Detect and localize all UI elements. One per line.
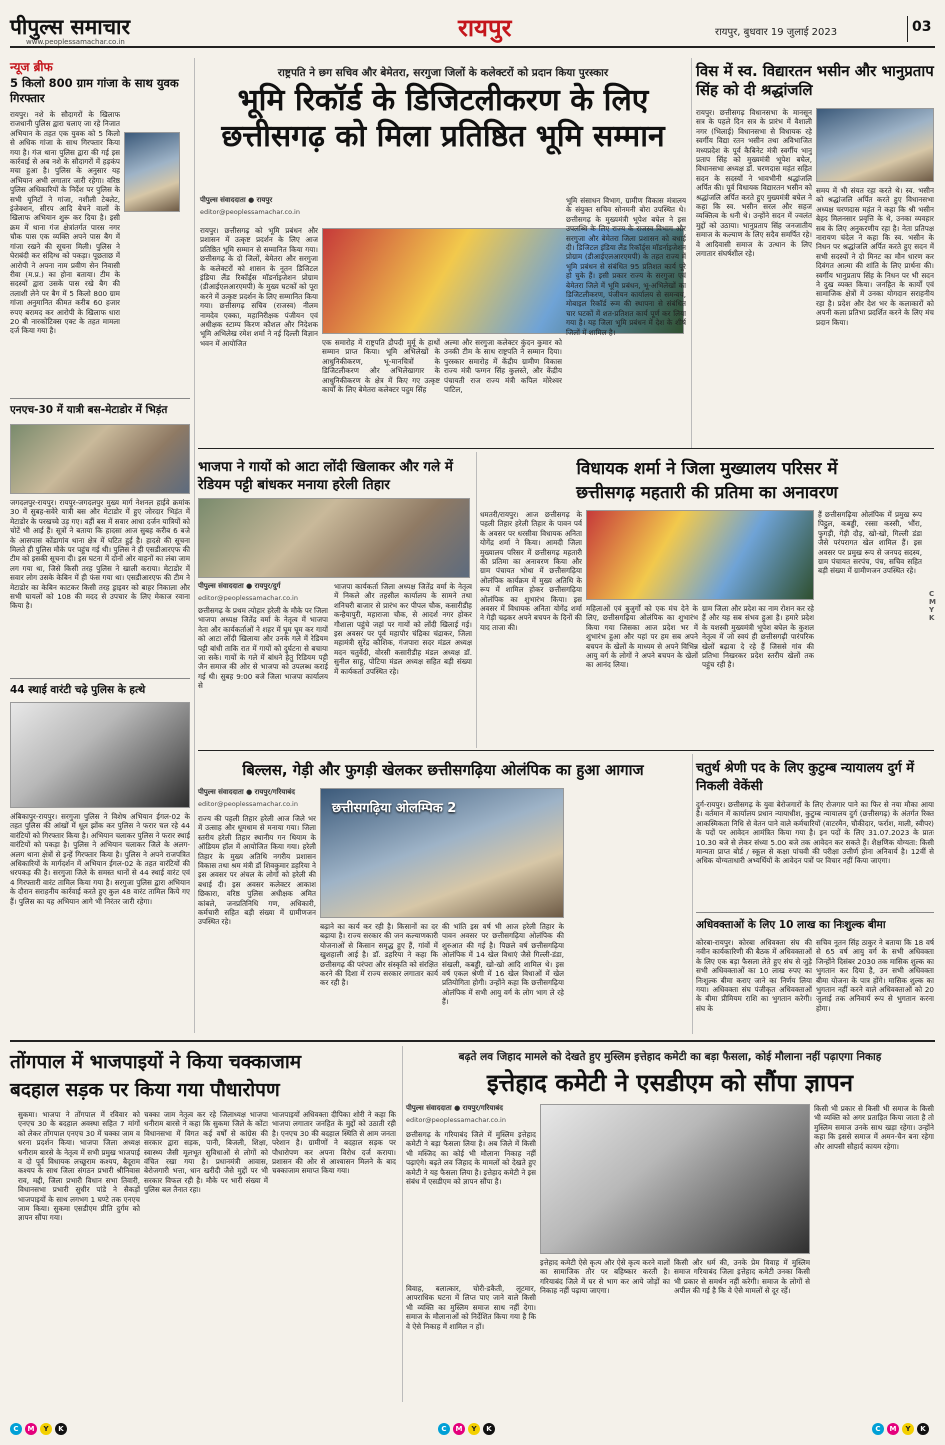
cmyk-m: M [25, 1423, 37, 1435]
cow-body-2: भाजपा कार्यकर्ता जिला अध्यक्ष जितेंद्र वर्मा के नेतृत्व में निकले और तहसील कार्यालय के सामने तथा शनिचरी बाजार से प्रारंभ कर पीपल चौक, कसारीडीह कन्हैयापुरी, महाराजा चौक, से आदर्श नगर होकर गौशाला पहुंचे जहां पर गायों को लोंदी खिलाई गई। इस अवसर पर पूर्व महापौर चंद्रिका चंद्राकर, जिला महामंत्री सुरेंद्र कौशिक, गंजपारा सदर मंडल अध्यक्ष मदन चतुर्वेदी, वोरसी कसारीडीह मंडल अध्यक्ष डॉ. सुनील साहू, पोटिया मंडल अध्यक्ष सहित बड़ी संख्या में कार्यकर्ता उपस्थित रहे। [334, 582, 472, 676]
ittehad-kicker[interactable]: बढ़ते लव जिहाद मामले को देखते हुए मुस्लिम इत्तेहाद कमेटी का बड़ा फैसला, कोई मौलाना नहीं पढ़ाएगा निकाह [458, 1051, 882, 1063]
tongpal-body-2: चक्का जाम नेतृत्व कर रहे जिलाध्यक्ष भाजपा धनीराम बारसे ने कहा कि सुकमा जिले के कोंटा विधानसभा में विगत कई वर्षों से कांग्रेस की सरकार द्वारा सड़क, पानी, बिजली, शिक्षा, स्वास्थ्य जैसी मूलभूत सुविधाओं से लोगों को वंचित रखा गया है। प्रधानमंत्री आवास, बेरोजगारी भत्ता, धान खरीदी जैसे मुद्दों पर भी सरकार विफल रही है। मौके पर भारी संख्या में पुलिस बल तैनात रहा। [144, 1110, 268, 1195]
ittehad-email[interactable]: editor@peoplessamachar.co.in [406, 1116, 506, 1124]
tongpal-body-3: भाजपाइयों अधिवक्ता दीपिका शोरी ने कहा कि भाजपा लगातार जनहित के मुद्दों को उठाती रही है। एनएच 30 की बदहाल स्थिति से आम जनता परेशान है। ग्रामीणों ने बदहाल सड़क पर पौधारोपण कर अपना विरोध दर्ज कराया। प्रशासन की ओर से आश्वासन मिलने के बाद चक्काजाम समाप्त किया गया। [272, 1110, 396, 1176]
cmyk-c: C [10, 1423, 22, 1435]
brief-body-wide [10, 262, 182, 392]
olympic-byline: पीपुल्स संवाददाता ● रायपुर/गरियाबंद [198, 788, 295, 796]
accident-headline[interactable]: एनएच-30 में यात्री बस-मेटाडोर में भिड़ंत [10, 404, 168, 416]
warrant-headline[interactable]: 44 स्थाई वारंटी चढ़े पुलिस के हत्थे [10, 684, 146, 696]
lead-photo-caption: एक समारोह में राष्ट्रपति द्रौपदी मुर्मू के हाथों सम्मान प्राप्त किया। भूमि अभिलेखों के आधुनिकीकरण, भू-मानचित्रों के डिजिटलीकरण और अभिलेखागार के आधुनिकीकरण के क्षेत्र में किए गए उत्कृष्ट कार्यों के लिए बेमेतरा कलेक्टर पदुम सिंह [322, 338, 440, 395]
tongpal-body-1: सुकमा। भाजपा ने तोंगपाल में रविवार को एनएच 30 के बदहाल अवस्था सहित 7 मांगों को लेकर तोंगपाल एनएच 30 में चक्का जाम व धरना प्रदर्शन किया। भाजपा जिला अध्यक्ष धनीराम बारसे के नेतृत्व में सभी प्रमुख भाजपाई व दो पूर्व विधायक लच्छूराम कश्यप, बैदूराम कश्यप के साथ जिला संगठन प्रभारी श्रीनिवास राव, मद्दी, जिला प्रभारी विधान सभा तिवारी, विधानसभा प्रभारी सुधीर पांडे ने सैकड़ों भाजपाइयों के साथ लगभग 1 घण्टे तक एनएच जाम किया। सुकमा एसडीएम प्रीति दुर्गम को ज्ञापन सौंपा गया। [18, 1110, 140, 1223]
cow-headline[interactable]: भाजपा ने गायों को आटा लोंदी खिलाकर और गले में रेडियम पट्टी बांधकर मनाया हरेली तिहार [198, 459, 453, 493]
ittehad-photo [540, 1104, 810, 1254]
lead-byline: पीपुल्स संवाददाता ● रायपुर [200, 196, 273, 204]
brief-photo-accused [124, 132, 180, 212]
website-url[interactable]: www.peoplessamachar.co.in [26, 38, 125, 46]
olympic-body-1: राज्य की पहली तिहार हरेली आज जिले भर में उत्साह और धूमधाम से मनाया गया। जिला स्तरीय हरेली तिहार स्थानीय गन थियाम के ऑडियम हॉल में आयोजित किया गया। हरेली तिहार के मुख्य अतिथि नगरीय प्रशासन विकास तथा श्रम मंत्री डॉ शिवकुमार डहरिया ने इस अवसर पर अंचल के लोगों को हरेली की बधाई दी। इस अवसर कलेक्टर आकाश छिकारा, वरिष्ठ पुलिस अधीक्षक अमित कांबले, जनप्रतिनिधि गण, अधिकारी, कर्मचारी सहित बड़ी संख्या में ग्रामीणजन उपस्थित रहे। [198, 814, 316, 927]
ittehad-photo-caption: इत्तेहाद कमेटी ऐसे कृत्य और ऐसे कृत्य करने वालों का सामाजिक तौर पर बहिष्कार करती है। गरियाबंद जिले में घर से भाग कर आये जोड़ों का निकाह नहीं पढ़ाया जाएगा। [540, 1258, 670, 1296]
ittehad-body-3: विवाह, बलात्कार, चोरी-डकैती, लूटमार, आपराधिक घटना में लिप्त पाए जाने वाले किसी भी व्यक्ति का मुस्लिम समाज साथ नहीं देगा। समाज के मौलानाओं को निर्देशित किया गया है कि वे ऐसे निकाह में शामिल न हों। [406, 1284, 536, 1331]
left-divider-1 [10, 398, 190, 399]
cmyk-c: C [438, 1423, 450, 1435]
section-city: रायपुर [458, 14, 512, 42]
jobs-body: दुर्ग-रायपुर। छत्तीसगढ़ के युवा बेरोजगारों के लिए रोजगार पाने का फिर से नया मौका आया है। वर्तमान में कार्यालय प्रधान न्यायाधीश, कुटुम्ब न्यायालय दुर्ग (छत्तीसगढ़) के अंतर्गत रिक्त आकस्मिकता निधि से वेतन पाने वाले कर्मचारियों (वाटरमैन, चौकीदार, फर्राश, माली, स्वीपर) के पदों पर आवेदन आमंत्रित किया गया है। इन पदों के लिए 31.07.2023 के प्रातः 10.30 बजे से लेकर संध्या 5.00 बजे तक आवेदन कर सकते हैं। शैक्षणिक योग्यता: किसी मान्यता प्राप्त बोर्ड / स्कूल से कक्षा पांचवी की परीक्षा उत्तीर्ण होना अनिवार्य है। 12वीं से अधिक योग्यताधारी अभ्यर्थियों के आवेदन पत्रों पर विचार नहीं किया जाएगा। [696, 800, 934, 866]
insurance-body-1: कोरबा-रायपुर। कोरबा अधिवक्ता संघ की नवीन कार्यकारिणी की बैठक में अधिवक्ताओं के लिए एक बड़ा फैसला लेते हुए संघ से जुड़े सभी अधिवक्ताओं का 10 लाख रुपए का निःशुल्क बीमा कराए जाने का निर्णय लिया गया। अधिवक्ता संघ पंजीकृत अधिवक्ताओं के बीमा प्रीमियम राशि का भुगतान करेगी। संघ के [696, 938, 812, 1013]
cmyk-strip-right [872, 1416, 932, 1435]
ittehad-body-1: छत्तीसगढ़ के गरियाबंद जिले में मुस्लिम इत्तेहाद कमेटी ने बड़ा फैसला लिया है। अब जिले में किसी भी मस्जिद का कोई भी मौलाना निकाह नहीं पढ़ाएंगे। बढ़ते लव जिहाद के मामलों को देखते हुए कमेटी ने यह फैसला लिया है। इत्तेहाद कमेटी ने इस संबंध में एसडीएम को ज्ञापन सौंपा है। [406, 1130, 536, 1187]
lead-body-2: अल्मा और सरगुजा कलेक्टर कुंदन कुमार को उनकी टीम के साथ राष्ट्रपति ने सम्मान दिया। पुरस्कार समारोह में केंद्रीय ग्रामीण विकास राज्य मंत्री फग्गन सिंह कुलस्ते, और केंद्रीय पंचायती राज राज्य मंत्री कपिल मोरेश्वर पाटिल, [444, 338, 562, 395]
section-rule-1 [198, 448, 934, 449]
section-rule-2 [198, 750, 934, 751]
column-rule-left [194, 58, 195, 1033]
cmyk-k: K [483, 1423, 495, 1435]
lead-body-3: भूमि संसाधन विभाग, ग्रामीण विकास मंत्रालय के संयुक्त सचिव सोनमनी बोरा उपस्थित थे। छत्तीसगढ़ के मुख्यमंत्री भूपेश बघेल ने इस उपलब्धि के लिए राज्य के राजस्व विभाग और सरगुजा और बेमेतरा जिला प्रशासन को बधाई दी। डिजिटल इंडिया लैंड रिकॉर्ड्स मॉडर्नाइजेशन प्रोग्राम (डीआईएलआरएमपी) के तहत राज्य में भूमि प्रबंधन से संबंधित 95 प्रतिशत कार्य पूरे हो चुके हैं। इसी प्रकार राज्य के सरगुजा एवं बेमेतरा जिले में भूमि प्रबंधन, भू-अभिलेखों का डिजिटलीकरण, पंजीयन कार्यालय से समन्वय, मोबाइल रिकॉर्ड रूम की स्थापना से संबंधित चार घटकों में शत-प्रतिशत कार्य पूर्ण कर लिया गया है। यह जिला भूमि प्रबंधन में देश के शीर्ष जिलों में शामिल है। [566, 196, 686, 337]
tongpal-headline-2[interactable]: बदहाल सड़क पर किया गया पौधारोपण [10, 1079, 280, 1101]
statue-headline-2[interactable]: छत्तीसगढ़ महतारी की प्रतिमा का अनावरण [576, 483, 838, 503]
cmyk-strip-left [10, 1416, 70, 1435]
column-rule-mid [476, 452, 477, 748]
statue-photo-caption: महिलाओं एवं बुजुर्गों को एक मंच देने के लिए, छत्तीसगढ़िया ओलंपिक का शुभारंभ किया गया जिसका आज प्रदेश भर में शुभारंभ हुआ और यहां पर हम सब अपने बचपन के खेलों के माध्यम से अपने विभिन्न आयु वर्ग के लोगों ने अपने बचपन के खेलों का आनंद लिया। [586, 604, 698, 670]
jobs-headline[interactable]: चतुर्थ श्रेणी पद के लिए कुटुम्ब न्यायालय दुर्ग में निकली वेकेंसी [696, 761, 914, 794]
ittehad-headline[interactable]: इत्तेहाद कमेटी ने एसडीएम को सौंपा ज्ञापन [486, 1069, 854, 1097]
olympic-body-2: बढ़ाने का कार्य कर रही है। किसानों का दर बढ़ाया है। राज्य सरकार की जन कल्याणकारी योजनाओं से किसान समृद्ध हुए हैं, गांवों में खुशहाली आई है। डॉ. डहरिया ने कहा कि छत्तीसगढ़ की परंपरा और संस्कृति को संरक्षित करने की दिशा में राज्य सरकार लगातार कार्य कर रही है। [320, 922, 438, 988]
statue-body-2: ग्राम जिला और प्रदेश का नाम रोशन कर रहे हैं और यह सब संभव हुआ है। हमारे प्रदेश के यशस्वी मुख्यमंत्री भूपेश बघेल के कुशल नेतृत्व में जो स्वयं ही छत्तीसगढ़ी पारंपरिक खेलों बढ़ावा दे रहे हैं जिससे गांव की प्रतिभा निखरकर प्रदेश स्तरीय खेलों तक पहुंच रही है। [702, 604, 814, 670]
lead-kicker[interactable]: राष्ट्रपति ने छग सचिव और बेमेतरा, सरगुजा जिलों के कलेक्टरों को प्रदान किया पुरस्कार [277, 67, 609, 79]
section-rule-3 [10, 1040, 935, 1042]
cow-byline: पीपुल्स संवाददाता ● रायपुर/दुर्ग [198, 582, 281, 590]
cmyk-k: K [917, 1423, 929, 1435]
newspaper-logo[interactable]: पीपुल्स समाचार [10, 14, 131, 39]
news-brief-label: न्यूज ब्रीफ [10, 60, 53, 74]
cmyk-y: Y [40, 1423, 52, 1435]
cmyk-strip-center [438, 1416, 498, 1435]
ittehad-body-4: किसी भी प्रकार से किसी भी समाज के किसी भी व्यक्ति को अगर प्रताड़ित किया जाता है तो मुस्लिम समाज उनके साथ खड़ा रहेगा। उन्होंने कहा कि इससे समाज में अमन-चैन बना रहेगा और आपसी सौहार्द कायम रहेगा। [814, 1104, 934, 1151]
cow-photo [198, 498, 470, 578]
insurance-headline[interactable]: अधिवक्ताओं के लिए 10 लाख का निःशुल्क बीमा [696, 919, 886, 931]
insurance-rule [696, 912, 934, 913]
cmyk-vertical-mark: CMYK [929, 590, 936, 622]
left-divider-2 [10, 678, 190, 679]
brief-headline[interactable]: 5 किलो 800 ग्राम गांजा के साथ युवक गिरफ्तार [10, 76, 179, 105]
tribute-headline[interactable]: विस में स्व. विद्यारतन भसीन और भानुप्रताप सिंह को दी श्रद्धांजलि [696, 62, 934, 99]
cmyk-c: C [872, 1423, 884, 1435]
accident-photo [10, 424, 190, 494]
dateline: रायपुर, बुधवार 19 जुलाई 2023 [715, 27, 838, 38]
cmyk-y: Y [902, 1423, 914, 1435]
cmyk-y: Y [468, 1423, 480, 1435]
statue-headline-1[interactable]: विधायक शर्मा ने जिला मुख्यालय परिसर में [576, 459, 838, 479]
cmyk-m: M [453, 1423, 465, 1435]
lead-body-1: रायपुर। छत्तीसगढ़ को भूमि प्रबंधन और प्रशासन में उत्कृष्ट प्रदर्शन के लिए आज प्रतिष्ठित भूमि सम्मान से सम्मानित किया गया। छत्तीसगढ़ के दो जिलों, बेमेतरा और सरगुजा के कलेक्टरों को शासन के नूतन डिजिटल इंडिया लैंड रिकॉर्ड्स मॉडर्नाइजेशन प्रोग्राम (डीआईएलआरएमपी) के मुख्य घटकों को पूरा करने में उत्कृष्ट प्रदर्शन के लिए सम्मानित किया गया। छत्तीसगढ़ सचिव (राजस्व) नीलम नामदेव एक्का, महानिरीक्षक पंजीयन एवं अधीक्षक स्टाम्प किरण कौशल और निदेशक भूमि अभिलेख रमेश शर्मा ने नई दिल्ली विज्ञान भवन में आयोजित [200, 226, 318, 348]
brief-body: रायपुर। नशे के सौदागरों के खिलाफ राजधानी पुलिस द्वारा चलाए जा रहे निजात अभियान के तहत एक युवक को 5 किलो से अधिक गांजा के साथ गिरफ्तार किया गया है। गंज थाना पुलिस द्वारा की गई इस कार्रवाई से अब नशे के सौदागरों में हड़कंप मचा हुआ है। पुलिस के अनुसार यह अभियान अभी लगातार जारी रहेगा। वरिष्ठ पुलिस अधिकारियों के निर्देश पर पुलिस के सभी यूनिटों ने गांजा, नशीली टेबलेट, इंजेक्शन, सीरप आदि बेचने वालों के खिलाफ अभियान शुरू कर दिया है। इसी क्रम में थाना गंज क्षेत्रांतर्गत पारस नगर चौक पास एक व्यक्ति अपने पास बैग में गांजा रखने की सूचना मिली। पुलिस ने घेराबंदी कर संदिग्ध को पकड़ा। पूछताछ में आरोपी ने अपना नाम प्रवीण सेन निवासी रीवा (म.प्र.) का होना बताया। टीम के सदस्यों द्वारा उसके पास रखे बैग की तलाशी लेने पर बैग में 5 किलो 800 ग्राम गांजा अनुमानित कीमत करीब 60 हजार रुपए बरामद कर आरोपी के खिलाफ धारा 20 बी नारकोटिक्स एक्ट के तहत मामला दर्ज किया गया है। [10, 110, 120, 336]
olympic-banner: छत्तीसगढ़िया ओलम्पिक 2 [332, 801, 457, 816]
cow-body-1: छत्तीसगढ़ के प्रथम त्योहार हरेली के मौके पर जिला भाजपा अध्यक्ष जितेंद्र वर्मा के नेतृत्व में भाजपा नेता और कार्यकर्ताओं ने शहर में घूम घूम कर गायों को आटा लोंदी खिलाया और उनके गले में रेडियम पट्टी बांधी ताकि रात में गायों को दुर्घटना से बचाया जा सके। गायों के गले में बांधने हेतु रिडियम पट्टी जैन समाज की ओर से भाजपा को उपलब्ध कराई गई थी। सुबह 9:00 बजे जिला भाजपा कार्यालय से [198, 606, 328, 691]
cmyk-k: K [55, 1423, 67, 1435]
tribute-body-1: रायपुर। छत्तीसगढ़ विधानसभा के मानसून सत्र के पहले दिन सत्र के प्रारंभ में वैशाली नगर (भिलाई) विधानसभा से विधायक रहे स्वर्गीय विद्या रतन भसीन तथा अविभाजित मध्यप्रदेश के पूर्व कैबिनेट मंत्री स्वर्गीय भानु प्रताप सिंह को मुख्यमंत्री भूपेश बघेल, विधानसभा अध्यक्ष डॉ. चरणदास महंत सहित सदन के सदस्यों ने भावभीनी श्रद्धांजलि अर्पित की। पूर्व विधायक विद्यारतन भसीन को श्रद्धांजलि अर्पित करते हुए मुख्यमंत्री बघेल ने कहा कि स्व. भसीन सरल और सहज व्यक्तित्व के धनी थे। उन्होंने सदन में ज्वलंत मुद्दों को उठाया। भानुप्रताप सिंह जनजातीय समाज के कल्याण के लिए सदैव समर्पित रहे। वे आदिवासी समाज के उत्थान के लिए लगातार संघर्षशील रहे। [696, 108, 812, 259]
ittehad-body-2: किसी और धर्म की, उनके प्रेम विवाह में मुस्लिम समाज गरियाबंद जिला इत्तेहाद कमेटी उनका किसी भी प्रकार से समर्थन नहीं करेगी। समाज के लोगों से अपील की गई है कि वे ऐसे मामलों से दूर रहें। [674, 1258, 810, 1296]
statue-body-1: धमतरी/रायपुर। आज छत्तीसगढ़ के पहली तिहार हरेली तिहार के पावन पर्व के अवसर पर धरसीवा विधायक अनिता योगेंद्र शर्मा ने किया। आमदी जिला मुख्यालय परिसर में छत्तीसगढ़ महतारी की प्रतिमा का अनावरण किया और ग्राम पंचायत भोथा में छत्तीसगढ़िया ओलंपिक कार्यक्रम में मुख्य अतिथि के रूप में शामिल होकर छत्तीसगढ़िया ओलंपिक का शुभारंभ किया। इस अवसर में विधायक अनिता योगेंद्र शर्मा ने गेड़ी चढ़कर अपने बचपन के दिनों की याद ताजा की। [480, 510, 582, 632]
olympic-headline[interactable]: बिल्लस, गेड़ी और फुगड़ी खेलकर छत्तीसगढ़िया ओलंपिक का हुआ आगाज [242, 761, 644, 779]
tribute-photo-assembly [816, 108, 934, 182]
column-rule-right [691, 58, 692, 448]
accident-body: जगदलपुर-रायपुर। रायपुर-जगदलपुर मुख्य मार्ग नेशनल हाईवे क्रमांक 30 में सुबह-सवेरे यात्री बस और मेटाडोर में हुए जोरदार भिड़ंत में मेटाडोर के परखच्चे उड़ गए। वहीं बस में सवार आधा दर्जन यात्रियों को चोटें भी आई हैं। सूत्रों ने बताया कि हादसा आज सुबह करीब 6 बजे के आसपास कोंडागांव थाना क्षेत्र में घटित हुई है। हादसे की सूचना मिलते ही पुलिस मौके पर पहुंच गई थी। पुलिस ने ही एसडीआरएफ की टीम को इसकी सूचना दी। इस घटना में दोनों ओर वाहनों का लंबा जाम लग गया था, जिसे किसी तरह पुलिस ने खाली कराया। मेटाडोर में सवार लोग उसके केबिन में ही फंस गया था। एसडीआरएफ की टीम ने मेटाडोर का केबिन काटकर किसी तरह ड्राइवर को बाहर निकाला और सभी घायलों को 108 की मदद से उपचार के लिए मेकाज रवाना किया है। [10, 498, 190, 611]
statue-body-3: हैं छत्तीसगढ़िया ओलंपिक में प्रमुख रूप पिट्ठुल, कबड्डी, रस्सा कस्सी, भौंरा, फुगड़ी, गेड़ी दौड़, खो-खो, गिल्ली डंडा जैसे परंपरागत खेल शामिल हैं। इस अवसर पर प्रमुख रूप से जनपद सदस्य, ग्राम पंचायत सरपंच, पंच, सचिव सहित बड़ी संख्या में ग्रामीणजन उपस्थित रहे। [818, 510, 922, 576]
olympic-body-3: की भांति इस वर्ष भी आज हरेली तिहार के पावन अवसर पर छत्तीसगढ़िया ओलंपिक की शुरुआत की गई है। पिछले वर्ष छत्तीसगढ़िया ओलंपिक में 14 खेल विधाएं जैसे गिल्ली-डंडा, संखली, कबड्डी, खो-खो आदि शामिल थे। इस वर्ष एकल श्रेणी में 16 खेल विधाओं में खेल प्रतियोगिता होगी। उन्होंने कहा कि छत्तीसगढ़िया ओलंपिक में सभी आयु वर्ग के लोग भाग ले रहे हैं। [442, 922, 564, 1007]
warrant-photo [10, 702, 190, 808]
lead-headline-1[interactable]: भूमि रिकॉर्ड के डिजिटलीकरण के लिए [237, 83, 649, 118]
column-rule-bottom [402, 1046, 403, 1402]
lead-headline-2[interactable]: छत्तीसगढ़ को मिला प्रतिष्ठित भूमि सम्मान [221, 119, 665, 154]
masthead [10, 8, 935, 48]
olympic-email[interactable]: editor@peoplessamachar.co.in [198, 800, 298, 808]
cow-email[interactable]: editor@peoplessamachar.co.in [198, 594, 298, 602]
statue-photo [586, 510, 814, 600]
tribute-body-2: समय में भी संयत रहा करते थे। स्व. भसीन को श्रद्धांजलि अर्पित करते हुए विधानसभा अध्यक्ष चरणदास महंत ने कहा कि श्री भसीन बेहद मिलनसार प्रवृत्ति के थे, उनका व्यवहार सब के लिए अनुकरणीय रहा है। नेता प्रतिपक्ष नारायण चंदेल ने कहा कि स्व. भसीन के निधन पर श्रद्धांजलि अर्पित करते हुए सदन में सभी सदस्यों ने दो मिनट का मौन धारण कर दिवंगत आत्मा की शांति के लिए प्रार्थना की। स्वर्गीय भानुप्रताप सिंह के निधन पर भी सदन ने दुख व्यक्त किया। जनहित के कार्यों एवं सामाजिक क्षेत्रों में उनका योगदान सराहनीय रहा है। प्रदेश और देश भर के कलाकारों को अपनी कला प्रतिभा प्रदर्शित करने के लिए मंच प्रदान किया। [816, 186, 934, 327]
tongpal-headline-1[interactable]: तोंगपाल में भाजपाइयों ने किया चक्काजाम [10, 1051, 302, 1073]
page-number: 03 [907, 16, 935, 42]
warrant-body: अंबिकापुर-रायपुर। सरगुजा पुलिस ने विशेष अभियान ईगल-02 के तहत पुलिस की आंखों में धूल झोंक कर पुलिस ने फरार चल रहे 44 वारंटियों को गिरफ्तार किया है। अभियान चलाकर पुलिस ने फरार स्थाई वारंटियों को पकड़ा है। पुलिस ने अभियान चलाकर जिले के अलग-अलग थाना क्षेत्रों से इन्हें गिरफ्तार किया है। पुलिस ने अपने राजपत्रित अधिकारियों के मार्गदर्शन में अभियान ईगल-02 के तहत वारंटियों की धरपकड़ की है। सरगुजा जिले के समस्त थानों से 44 स्थाई वारंट एवं 4 गिरफ्तारी वारंट तामिल किया गया है। सरगुजा पुलिस द्वारा अभियान के दौरान सराहनीय कार्रवाई करते हुए कुल 48 वारंट तामिल किये गए हैं। पुलिस का यह अभियान आगे भी निरंतर जारी रहेगा। [10, 812, 190, 906]
lead-email[interactable]: editor@peoplessamachar.co.in [200, 208, 300, 216]
olympic-body-4 [568, 788, 688, 1034]
ittehad-byline: पीपुल्स संवाददाता ● रायपुर/गरियाबंद [406, 1104, 503, 1112]
insurance-body-2: सचिव नूतन सिंह ठाकुर ने बताया कि 18 वर्ष से 65 वर्ष आयु वर्ग के सभी अधिवक्ता जिन्होंने दिसंबर 2030 तक मासिक शुल्क का भुगतान कर दिया है, उन सभी अधिवक्ता बीमा योजना के पात्र होंगे। मासिक शुल्क का भुगतान नहीं करने वाले अधिवक्ताओं को 20 जुलाई तक अनिवार्य रूप से भुगतान करना होगा। [816, 938, 934, 1013]
cmyk-m: M [887, 1423, 899, 1435]
column-rule-right-2 [692, 754, 693, 1034]
